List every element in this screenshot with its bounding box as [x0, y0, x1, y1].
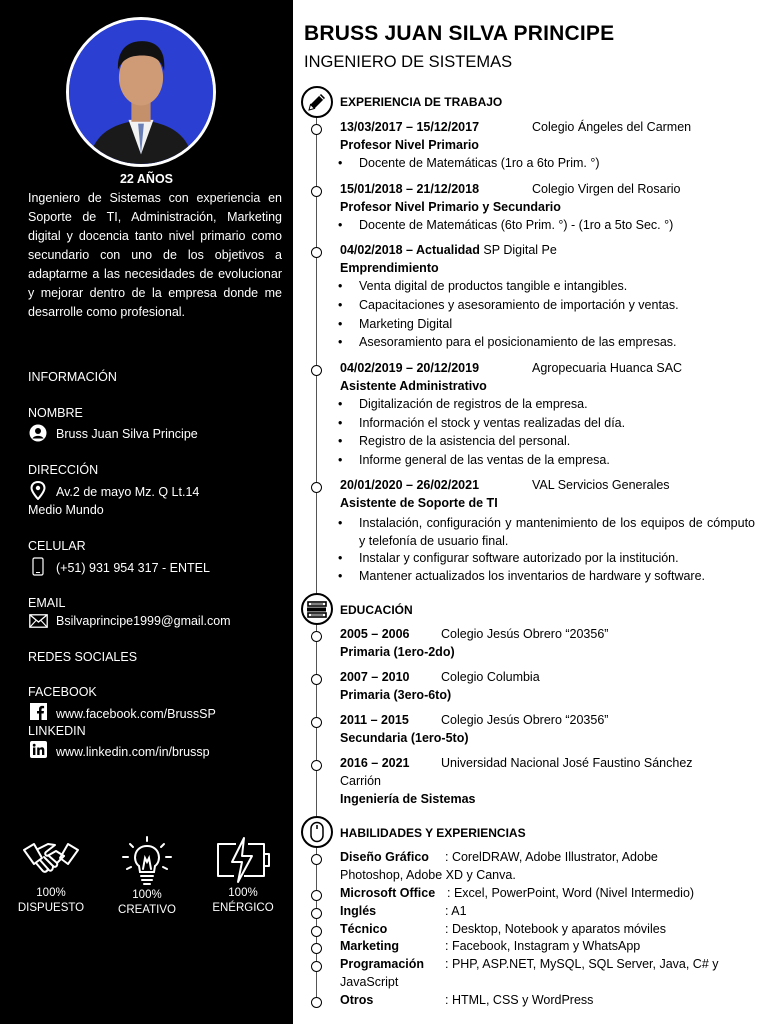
timeline-dot	[311, 365, 322, 376]
skill-label: Marketing	[340, 939, 400, 953]
edu-level: Secundaria (1ero-5to)	[340, 731, 469, 745]
skill-label: DISPUESTO	[17, 902, 85, 914]
job-company: Colegio Virgen del Rosario	[532, 182, 681, 196]
user-circle-icon	[28, 424, 48, 442]
address-line2: Medio Mundo	[28, 503, 104, 517]
edu-school: Universidad Nacional José Faustino Sánchez	[441, 756, 693, 770]
job-company: SP Digital Pe	[483, 243, 557, 257]
skill-value-cont: JavaScript	[340, 975, 399, 989]
job-position: Profesor Nivel Primario y Secundario	[340, 200, 561, 214]
skill-label: Programación	[340, 957, 425, 971]
facebook-row	[28, 702, 216, 726]
profile-summary: Ingeniero de Sistemas con experiencia en Soporte de TI, Administración, Marketing digital y docencia tanto nivel primario como secundario con uno de los objetivos a adaptarme a las necesidades de evolucionar y mejorar dentro de la empresa donde me desarrolle como profesional.	[28, 191, 282, 319]
profile-photo	[66, 17, 216, 167]
job-dates: 04/02/2018 – Actualidad	[340, 243, 480, 257]
lightbulb-icon	[120, 836, 174, 886]
timeline-dot	[311, 908, 322, 919]
linkedin-row	[28, 740, 210, 764]
info-heading: INFORMACIÓN	[28, 370, 117, 384]
mobile-phone-icon	[28, 557, 48, 575]
skill-dispuesto	[6, 836, 96, 916]
edu-years: 2005 – 2006	[340, 627, 410, 641]
phone-row	[28, 557, 210, 579]
edu-level: Ingeniería de Sistemas	[340, 792, 476, 806]
facebook-icon	[28, 702, 48, 720]
phone-value: (+51) 931 954 317 - ENTEL	[56, 561, 210, 575]
email-row	[28, 612, 231, 630]
timeline-dot	[311, 124, 322, 135]
timeline-dot	[311, 717, 322, 728]
full-name: BRUSS JUAN SILVA PRINCIPE	[304, 22, 615, 45]
name-value: Bruss Juan Silva Principe	[56, 427, 198, 441]
name-label: NOMBRE	[28, 406, 83, 420]
skill-value-cont: Photoshop, Adobe XD y Canva.	[340, 868, 516, 882]
skill-label: Microsoft Office	[340, 886, 436, 900]
skill-percent: 100%	[36, 887, 66, 899]
edu-school-cont: Carrión	[340, 774, 381, 788]
edu-years: 2016 – 2021	[340, 756, 410, 770]
skill-value: : A1	[445, 904, 467, 918]
job-position: Profesor Nivel Primario	[340, 138, 479, 152]
skill-label: Inglés	[340, 904, 377, 918]
skill-value: : Excel, PowerPoint, Word (Nivel Intermedio)	[447, 886, 695, 900]
timeline-dot	[311, 961, 322, 972]
timeline-dot	[311, 247, 322, 258]
skill-label: CREATIVO	[118, 904, 176, 916]
address-row	[28, 481, 199, 503]
facebook-url[interactable]: www.facebook.com/BrussSP	[56, 707, 216, 721]
job-position: Emprendimiento	[340, 261, 439, 275]
address-line1: Av.2 de mayo Mz. Q Lt.14	[56, 485, 200, 499]
job-title: INGENIERO DE SISTEMAS	[304, 53, 513, 71]
education-title: EDUCACIÓN	[340, 603, 413, 617]
job-dates: 13/03/2017 – 15/12/2017	[340, 120, 480, 134]
edu-level: Primaria (3ero-6to)	[340, 688, 452, 702]
job-dates: 04/02/2019 – 20/12/2019	[340, 361, 480, 375]
email-label: EMAIL	[28, 596, 66, 610]
battery-charging-icon	[214, 836, 272, 884]
skill-value: : CorelDRAW, Adobe Illustrator, Adobe	[445, 850, 658, 864]
age: 22 AÑOS	[119, 172, 174, 186]
timeline-dot	[311, 631, 322, 642]
skill-value: : Facebook, Instagram y WhatsApp	[445, 939, 641, 953]
job-position: Asistente de Soporte de TI	[340, 496, 498, 510]
email-value: Bsilvaprincipe1999@gmail.com	[56, 614, 231, 628]
job-dates: 15/01/2018 – 21/12/2018	[340, 182, 480, 196]
timeline-dot	[311, 943, 322, 954]
timeline-dot	[311, 186, 322, 197]
timeline-dot	[311, 890, 322, 901]
job-dates: 20/01/2020 – 26/02/2021	[340, 478, 480, 492]
skills-title: HABILIDADES Y EXPERIENCIAS	[340, 826, 526, 840]
skill-value: : Desktop, Notebook y aparatos móviles	[445, 922, 666, 936]
skill-label: Diseño Gráfico	[340, 850, 429, 864]
timeline-line	[316, 112, 317, 1002]
timeline-dot	[311, 997, 322, 1008]
facebook-label: FACEBOOK	[28, 685, 97, 699]
address-label: DIRECCIÓN	[28, 463, 99, 477]
edu-school: Colegio Jesús Obrero “20356”	[441, 713, 609, 727]
job-company: Colegio Ángeles del Carmen	[532, 120, 692, 134]
handshake-icon	[22, 836, 80, 884]
linkedin-icon	[28, 740, 48, 758]
timeline-dot	[311, 760, 322, 771]
envelope-icon	[28, 612, 48, 630]
mouse-icon	[301, 816, 333, 848]
timeline-dot	[311, 482, 322, 493]
edu-level: Primaria (1ero-2do)	[340, 645, 455, 659]
pencil-icon	[301, 86, 333, 118]
job-company: VAL Servicios Generales	[532, 478, 670, 492]
phone-label: CELULAR	[28, 539, 86, 553]
job-position: Asistente Administrativo	[340, 379, 487, 393]
skill-label: Técnico	[340, 922, 388, 936]
skill-label: ENÉRGICO	[212, 902, 274, 914]
edu-years: 2007 – 2010	[340, 670, 410, 684]
skill-percent: 100%	[132, 889, 162, 901]
job-bullet: • Instalación, configuración y mantenimiento de los equipos de cómputo y telefonía de usuario final.	[359, 514, 755, 550]
skill-label: Otros	[340, 993, 374, 1007]
skill-creativo	[102, 836, 192, 918]
linkedin-label: LINKEDIN	[28, 724, 86, 738]
edu-years: 2011 – 2015	[340, 713, 409, 727]
experience-title: EXPERIENCIA DE TRABAJO	[340, 95, 503, 109]
sidebar	[0, 0, 293, 1024]
job-company: Agropecuaria Huanca SAC	[532, 361, 683, 375]
books-icon	[301, 593, 333, 625]
name-row	[28, 424, 198, 444]
timeline-dot	[311, 926, 322, 937]
edu-school: Colegio Columbia	[441, 670, 540, 684]
skill-value: : HTML, CSS y WordPress	[445, 993, 594, 1007]
location-pin-icon	[28, 481, 48, 499]
timeline-dot	[311, 854, 322, 865]
social-heading: REDES SOCIALES	[28, 650, 138, 664]
skill-energico	[198, 836, 288, 916]
linkedin-url[interactable]: www.linkedin.com/in/brussp	[56, 745, 210, 759]
skill-percent: 100%	[228, 887, 258, 899]
person-photo-icon	[69, 20, 213, 164]
edu-school: Colegio Jesús Obrero “20356”	[441, 627, 609, 641]
skill-value: : PHP, ASP.NET, MySQL, SQL Server, Java, C# y	[445, 957, 719, 971]
timeline-dot	[311, 674, 322, 685]
job-dates-row	[340, 243, 557, 257]
